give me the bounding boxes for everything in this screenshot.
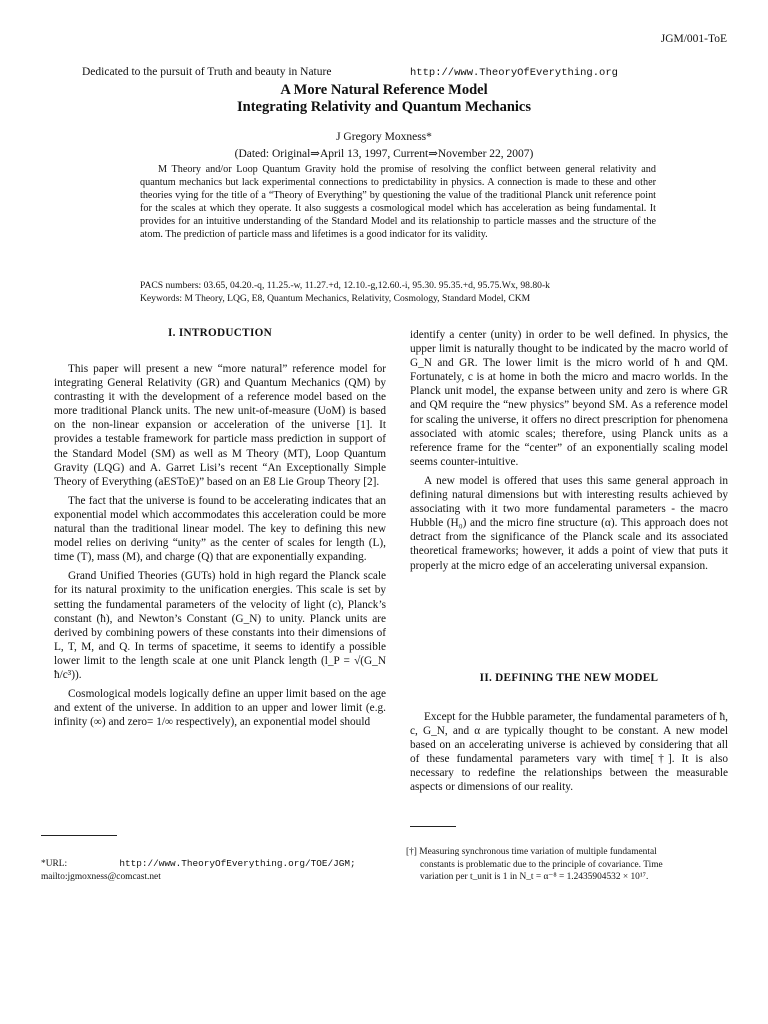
paragraph: Except for the Hubble parameter, the fundamental parameters of ħ, c, G_N, and α are typically thought to be constant. A new model based on an accelerating universe is achieved by considering that all of these fundamental parameters vary with time[†]. It is also necessary to redefine the relationships between the measurable aspects or dimensions of our reality. xyxy=(410,711,728,794)
paragraph: This paper will present a new “more natural” reference model for integrating General Relativity (GR) and Quantum Mechanics (QM) by contrasting it with the development of a reference model based on the more traditional Planck units. The new unit-of-measure (UoM) is based on the non-linear expansion or acceleration of the universe [1]. It provides a testable framework for particle mass prediction in support of the Standard Model (SM) as well as M Theory (MT), Loop Quantum Gravity (LQG) and A. Garret Lisi’s recent “An Exceptionally Simple Theory of Everything (aESToE)” based on an E8 Lie Group Theory [2]. xyxy=(54,363,386,488)
footnote-line: variation per t_unit is 1 in N_t = α⁻⁸ = 1.2435904532 × 10¹⁷. xyxy=(420,872,649,883)
author: J Gregory Moxness* xyxy=(336,131,432,143)
right-column xyxy=(410,328,728,578)
section-heading-new-model: II. DEFINING THE NEW MODEL xyxy=(479,672,659,684)
section-heading-introduction: I. INTRODUCTION xyxy=(168,327,272,339)
footnote-url[interactable]: http://www.TheoryOfEverything.org/TOE/JGM; xyxy=(119,858,356,869)
footnote-rule-left xyxy=(41,835,117,836)
left-column xyxy=(54,362,386,734)
document-serial: JGM/001-ToE xyxy=(660,33,727,45)
dedication-line: Dedicated to the pursuit of Truth and beauty in Nature xyxy=(82,66,332,78)
footnote-mail[interactable]: mailto:jgmoxness@comcast.net xyxy=(41,872,161,882)
header-url[interactable]: http://www.TheoryOfEverything.org xyxy=(410,67,618,79)
pacs-numbers: PACS numbers: 03.65, 04.20.-q, 11.25.-w, 11.27.+d, 12.10.-g,12.60.-i, 95.30. 95.35.+d, 95.75.Wx, 98.80-k xyxy=(140,280,550,291)
section2-body xyxy=(410,710,728,800)
paper-title-line2: Integrating Relativity and Quantum Mechanics xyxy=(236,99,532,115)
paragraph: The fact that the universe is found to be accelerating indicates that an exponential model which accommodates this acceleration could be more natural than the traditional linear model. The key to defining this new model relies on deriving “unity” as the center of scales for length (L), time (T), mass (M), and charge (Q) that are exponentially expanding. xyxy=(54,494,386,564)
keywords: Keywords: M Theory, LQG, E8, Quantum Mechanics, Relativity, Cosmology, Standard Model, CKM xyxy=(140,292,531,304)
dated-line: (Dated: Original⇒April 13, 1997, Current⇒November 22, 2007) xyxy=(234,148,534,160)
footnote-line: [†] Measuring synchronous time variation of multiple fundamental xyxy=(406,847,657,857)
footnote-line: constants is problematic due to the principle of covariance. Time xyxy=(420,859,663,870)
abstract: M Theory and/or Loop Quantum Gravity hold the promise of resolving the conflict between general relativity and quantum mechanics but lack experimental connections to predictability in physics. A connection is made to these and other theories vying for the title of a “Theory of Everything” by questioning the value of the traditional Planck unit reference point for the scales at which they operate. It also suggests a cosmological model which has acceleration as being fundamental. It provides for an intuitive understanding of the Standard Model and its relationship to particle masses and the structure of the atom. The prediction of particle mass and lifetimes is a good indicator for its validity. xyxy=(140,164,656,240)
footnote-rule-right xyxy=(410,826,456,827)
footnote-author-contact xyxy=(41,857,387,884)
paragraph: Cosmological models logically define an upper limit based on the age and extent of the universe. In addition to an upper and lower limit (e.g. infinity (∞) and zero= 1/∞ respectively), an exponential model should xyxy=(54,688,386,729)
pacs-keywords xyxy=(140,280,680,305)
paper-title-line1: A More Natural Reference Model xyxy=(280,82,488,98)
paragraph: A new model is offered that uses this same general approach in defining natural dimensions but with interesting results achieved by associating with it two more fundamental parameters - the macro Hubble (H₀) and the micro fine structure (α). This approach does not detract from the significance of the Planck scale and its associated theoretical frameworks; however, it adds a point of view that puts it properly at the micro edge of an accelerating universal expansion. xyxy=(410,474,728,572)
paragraph: Grand Unified Theories (GUTs) hold in high regard the Planck scale for its natural proximity to the unification energies. This scale is set by setting the fundamental parameters of the velocity of light (c), Planck’s constant (ħ), and Newton’s Constant (G_N) to unity. Planck units are derived by combining powers of these constants into their dimensions of L, T, M, and Q. In terms of spacetime, it seems to identify a possible lower limit to the length scale at one unit Planck length (l_P = √(G_N ħ/c³)). xyxy=(54,570,386,681)
footnote-label: *URL: xyxy=(41,859,68,869)
paragraph: identify a center (unity) in order to be well defined. In physics, the upper limit is naturally thought to be indicated by the macro world of G_N and GR. The lower limit is the micro world of ħ and QM. Fortunately, c is at home in both the micro and macro worlds. In the Planck unit model, the expanse between unity and zero is where GR and QM require the “new physics” beyond SM. As a reference model for scaling the universe, it offers no direct prescription for phenomena associated with atomic scales; therefore, using Planck units as a reference frame for the “center” of an exponentially scaling model seems counter-intuitive. xyxy=(410,329,728,468)
footnote-time-variation xyxy=(406,846,728,884)
